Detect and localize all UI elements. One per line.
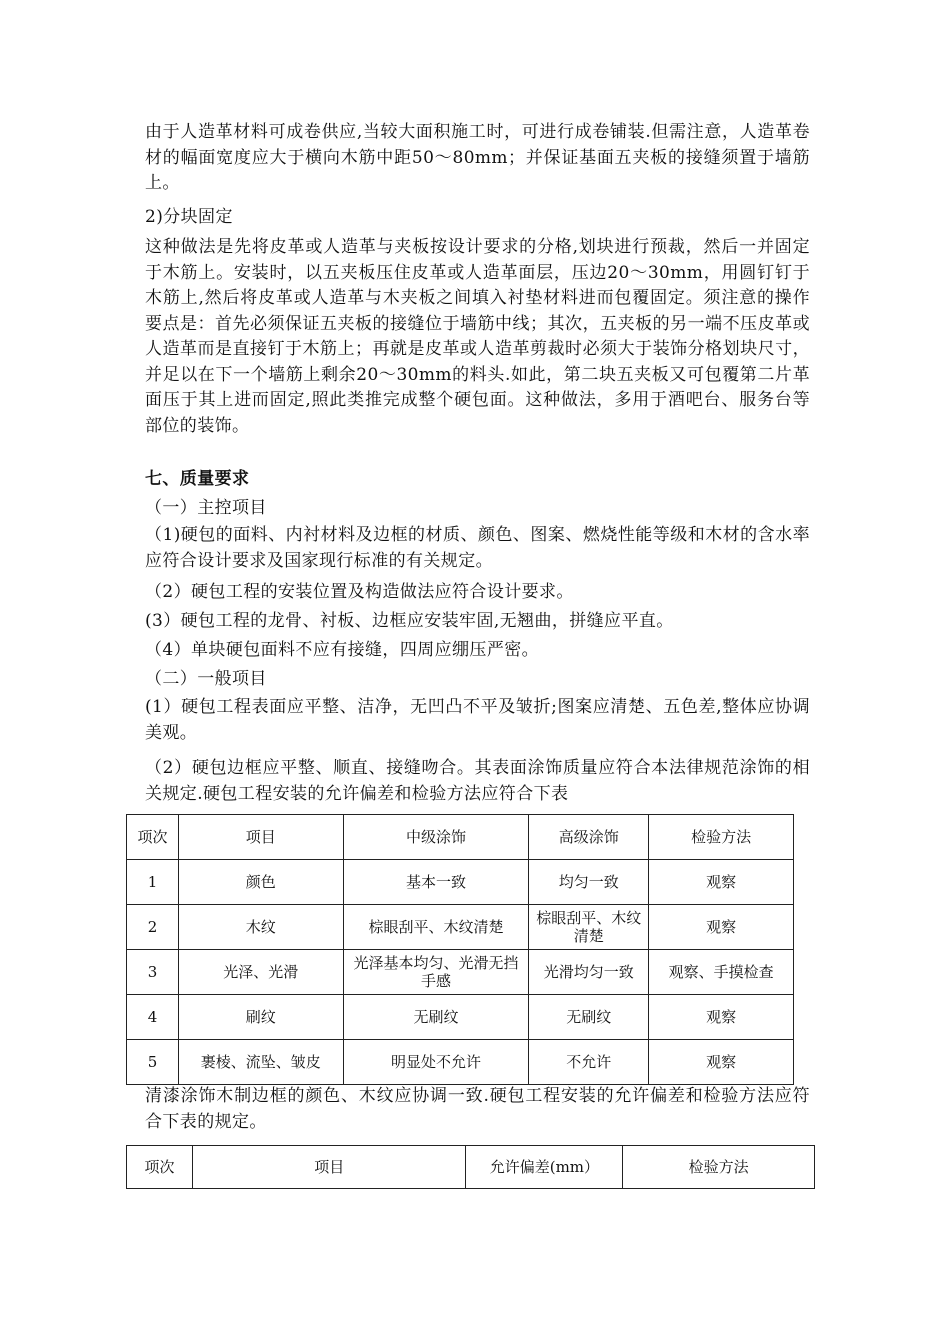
table-cell: 棕眼刮平、木纹清楚 [343, 905, 529, 950]
header-cell: 项次 [127, 1146, 193, 1189]
table-row [127, 905, 794, 950]
header-cell: 检验方法 [649, 815, 794, 860]
table-cell: 4 [127, 995, 179, 1040]
section-heading-quality: 七、质量要求 [145, 469, 250, 489]
general-item-2: （2）硬包边框应平整、顺直、接缝吻合。其表面涂饰质量应符合本法律规范涂饰的相关规定.硬包工程安装的允许偏差和检验方法应符合下表 [145, 758, 810, 804]
table-cell: 观察 [649, 1040, 794, 1085]
table-cell: 棕眼刮平、木纹清楚 [529, 905, 649, 950]
installation-deviation-table [126, 1145, 815, 1189]
table-cell: 观察 [649, 860, 794, 905]
paragraph-roll-installation: 由于人造革材料可成卷供应,当较大面积施工时，可进行成卷铺装.但需注意，人造革卷材的幅面宽度应大于横向木筋中距50～80mm；并保证基面五夹板的接缝须置于墙筋上。 [145, 122, 810, 193]
header-cell: 检验方法 [623, 1146, 815, 1189]
table-cell: 不允许 [529, 1040, 649, 1085]
main-item-4: （4）单块硬包面料不应有接缝，四周应绷压严密。 [145, 640, 540, 660]
general-item-1: (1）硬包工程表面应平整、洁净，无凹凸不平及皱折;图案应清楚、五色差,整体应协调美观。 [145, 697, 810, 743]
table-cell: 光泽基本均匀、光滑无挡手感 [343, 950, 529, 995]
table-header-row [127, 815, 794, 860]
paragraph-block-fixing: 这种做法是先将皮革或人造革与夹板按设计要求的分格,划块进行预裁，然后一并固定于木筋上。安装时，以五夹板压住皮革或人造革面层，压边20～30mm，用圆钉钉于木筋上,然后将皮革或人造革与木夹板之间填入衬垫材料进而包覆固定。须注意的操作要点是：首先必须保证五夹板的接缝位于墙筋中线；其次，五夹板的另一端不压皮革或人造革而是直接钉于木筋上；再就是皮革或人造革剪裁时必须大于装饰分格划块尺寸，并足以在下一个墙筋上剩余20～30mm的料头.如此，第二块五夹板又可包覆第二片革面压于其上进而固定,照此类推完成整个硬包面。这种做法，多用于酒吧台、服务台等部位的装饰。 [145, 237, 810, 436]
header-cell: 中级涂饰 [343, 815, 529, 860]
table-cell: 颜色 [178, 860, 343, 905]
table-cell: 观察 [649, 995, 794, 1040]
table-row [127, 860, 794, 905]
table-cell: 观察、手摸检查 [649, 950, 794, 995]
table-cell: 基本一致 [343, 860, 529, 905]
subheading-main-items: （一）主控项目 [145, 498, 267, 518]
main-item-2: （2）硬包工程的安装位置及构造做法应符合设计要求。 [145, 582, 574, 602]
table-cell: 观察 [649, 905, 794, 950]
table-cell: 均匀一致 [529, 860, 649, 905]
subheading-general-items: （二）一般项目 [145, 669, 267, 689]
header-cell: 项次 [127, 815, 179, 860]
main-item-1: （1)硬包的面料、内衬材料及边框的材质、颜色、图案、燃烧性能等级和木材的含水率应符合设计要求及国家现行标准的有关规定。 [145, 525, 810, 571]
main-item-3: (3）硬包工程的龙骨、衬板、边框应安装牢固,无翘曲，拼缝应平直。 [145, 611, 674, 631]
table-cell: 无刷纹 [343, 995, 529, 1040]
header-cell: 允许偏差(mm） [466, 1146, 623, 1189]
header-cell: 项目 [192, 1146, 466, 1189]
table-row [127, 1040, 794, 1085]
table-cell: 1 [127, 860, 179, 905]
table-row [127, 950, 794, 995]
table-cell: 3 [127, 950, 179, 995]
table-cell: 5 [127, 1040, 179, 1085]
table-cell: 木纹 [178, 905, 343, 950]
header-cell: 高级涂饰 [529, 815, 649, 860]
table-cell: 裹棱、流坠、皱皮 [178, 1040, 343, 1085]
table-row [127, 995, 794, 1040]
subheading-block-fixing: 2)分块固定 [145, 207, 233, 227]
table-cell: 刷纹 [178, 995, 343, 1040]
table-cell: 2 [127, 905, 179, 950]
table-cell: 光泽、光滑 [178, 950, 343, 995]
table-cell: 光滑均匀一致 [529, 950, 649, 995]
paragraph-after-table: 清漆涂饰木制边框的颜色、木纹应协调一致.硬包工程安装的允许偏差和检验方法应符合下表的规定。 [145, 1086, 810, 1132]
coating-quality-table [126, 814, 794, 1085]
table-header-row [127, 1146, 815, 1189]
table-cell: 无刷纹 [529, 995, 649, 1040]
table-cell: 明显处不允许 [343, 1040, 529, 1085]
header-cell: 项目 [178, 815, 343, 860]
